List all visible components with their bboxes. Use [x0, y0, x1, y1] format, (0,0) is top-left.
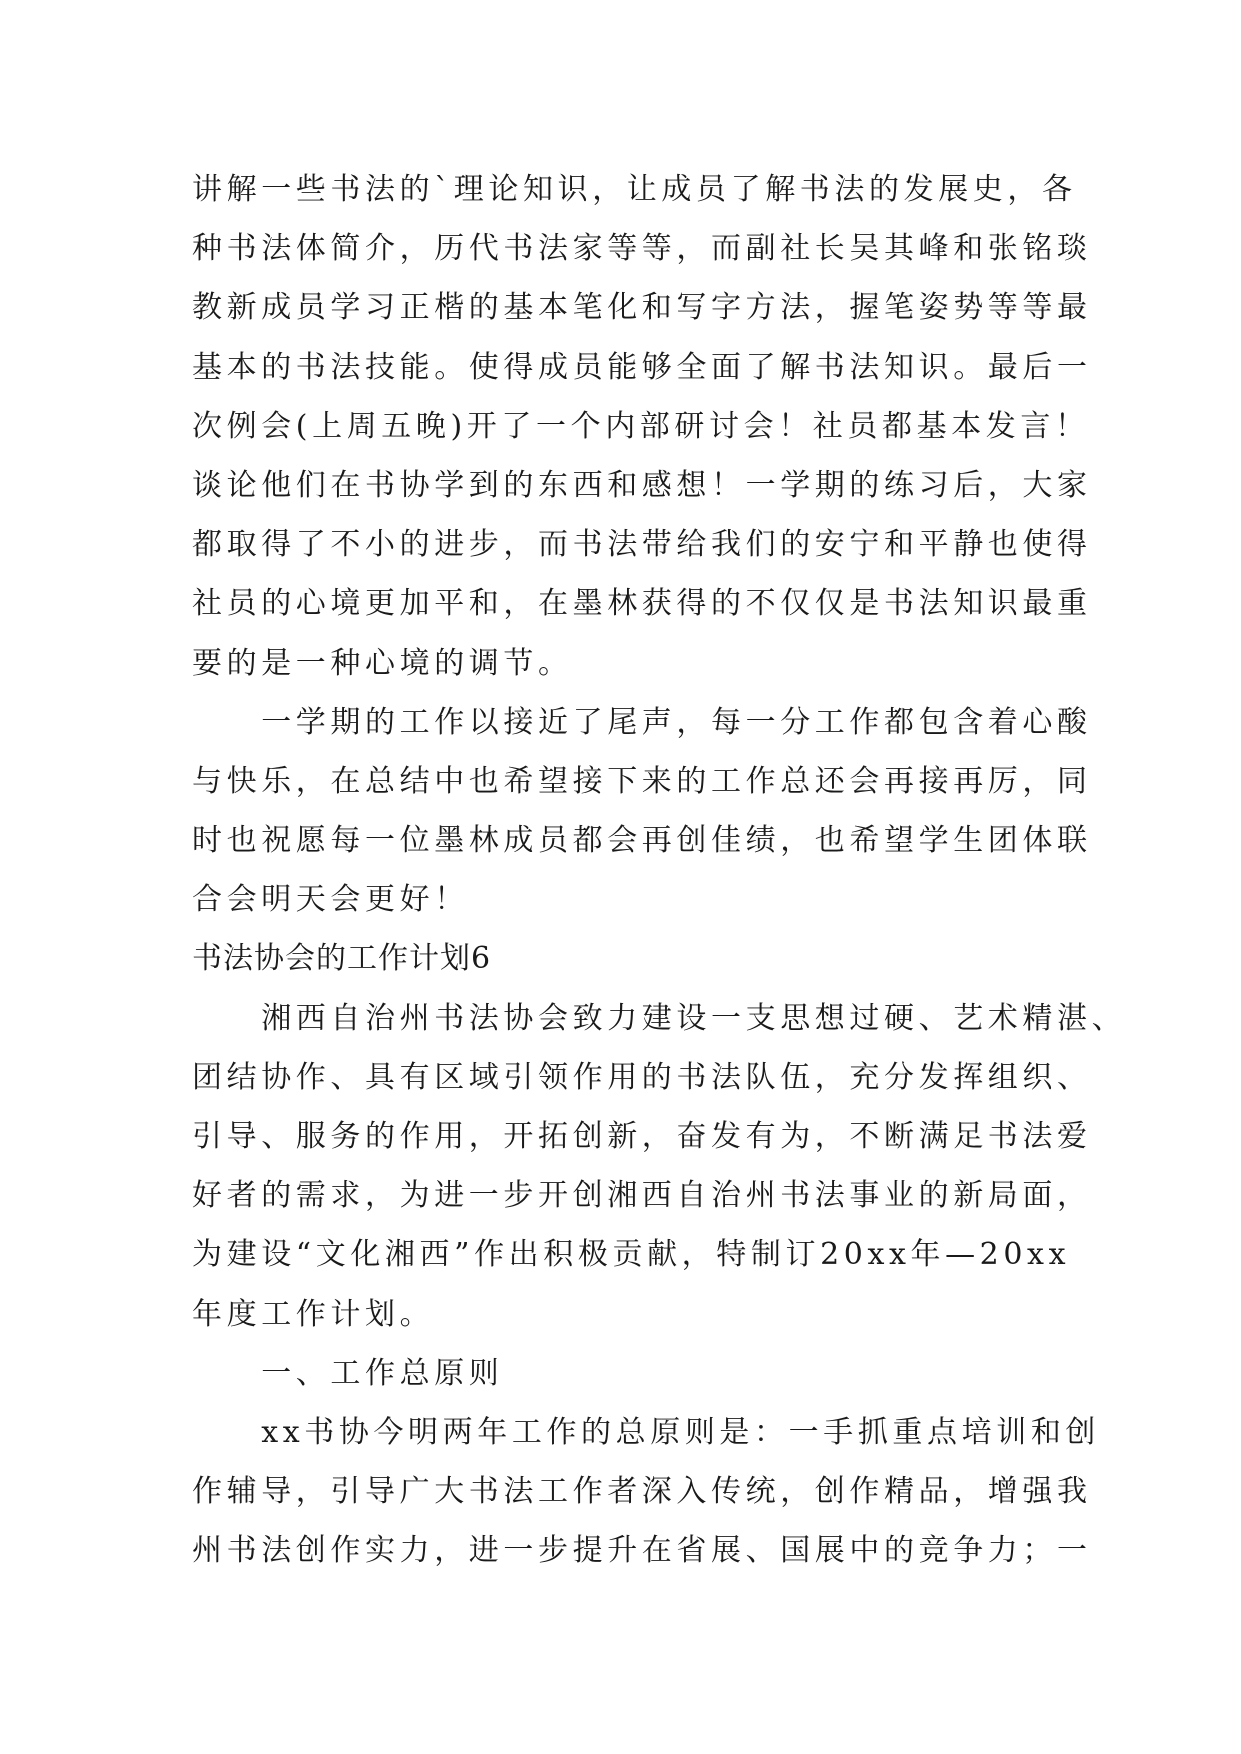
text-line: 年度工作计划。: [192, 1296, 435, 1332]
text-line: 讲解一些书法的`理论知识，让成员了解书法的发展史，各: [192, 172, 1077, 207]
text-line: 湘西自治州书法协会致力建设一支思想过硬、艺术精湛、: [192, 1000, 1127, 1036]
text-line: 一学期的工作以接近了尾声，每一分工作都包含着心酸: [192, 704, 1092, 740]
subheading-line: 一、工作总原则: [192, 1355, 504, 1391]
document-body: [192, 160, 1127, 1581]
text-line: 种书法体简介，历代书法家等等，而副社长吴其峰和张铭琰: [192, 231, 1092, 267]
text-line: 作辅导，引导广大书法工作者深入传统，创作精品，增强我: [192, 1474, 1092, 1510]
text-line: 社员的心境更加平和，在墨林获得的不仅仅是书法知识最重: [192, 586, 1092, 622]
text-line: 合会明天会更好！: [192, 882, 469, 918]
section-heading: 书法协会的工作计划6: [192, 941, 492, 977]
text-line: 引导、服务的作用，开拓创新，奋发有为，不断满足书法爱: [192, 1119, 1092, 1154]
text-line: 教新成员学习正楷的基本笔化和写字方法，握笔姿势等等最: [192, 290, 1092, 326]
text-line: 次例会(上周五晚)开了一个内部研讨会！社员都基本发言！: [192, 408, 1090, 444]
text-line: 为建设“文化湘西”作出积极贡献，特制订20xx年—20xx: [192, 1237, 1071, 1273]
text-line: xx书协今明两年工作的总原则是：一手抓重点培训和创: [192, 1414, 1101, 1450]
text-line: 州书法创作实力，进一步提升在省展、国展中的竞争力；一: [192, 1533, 1092, 1569]
text-line: 团结协作、具有区域引领作用的书法队伍，充分发挥组织、: [192, 1059, 1092, 1095]
text-line: 谈论他们在书协学到的东西和感想！一学期的练习后，大家: [192, 467, 1092, 503]
text-line: 与快乐，在总结中也希望接下来的工作总还会再接再厉，同: [192, 763, 1092, 799]
text-line: 要的是一种心境的调节。: [192, 645, 573, 681]
text-line: 基本的书法技能。使得成员能够全面了解书法知识。最后一: [192, 349, 1092, 385]
text-line: 好者的需求，为进一步开创湘西自治州书法事业的新局面，: [192, 1178, 1092, 1214]
text-line: 都取得了不小的进步，而书法带给我们的安宁和平静也使得: [192, 527, 1092, 563]
text-line: 时也祝愿每一位墨林成员都会再创佳绩，也希望学生团体联: [192, 823, 1092, 859]
